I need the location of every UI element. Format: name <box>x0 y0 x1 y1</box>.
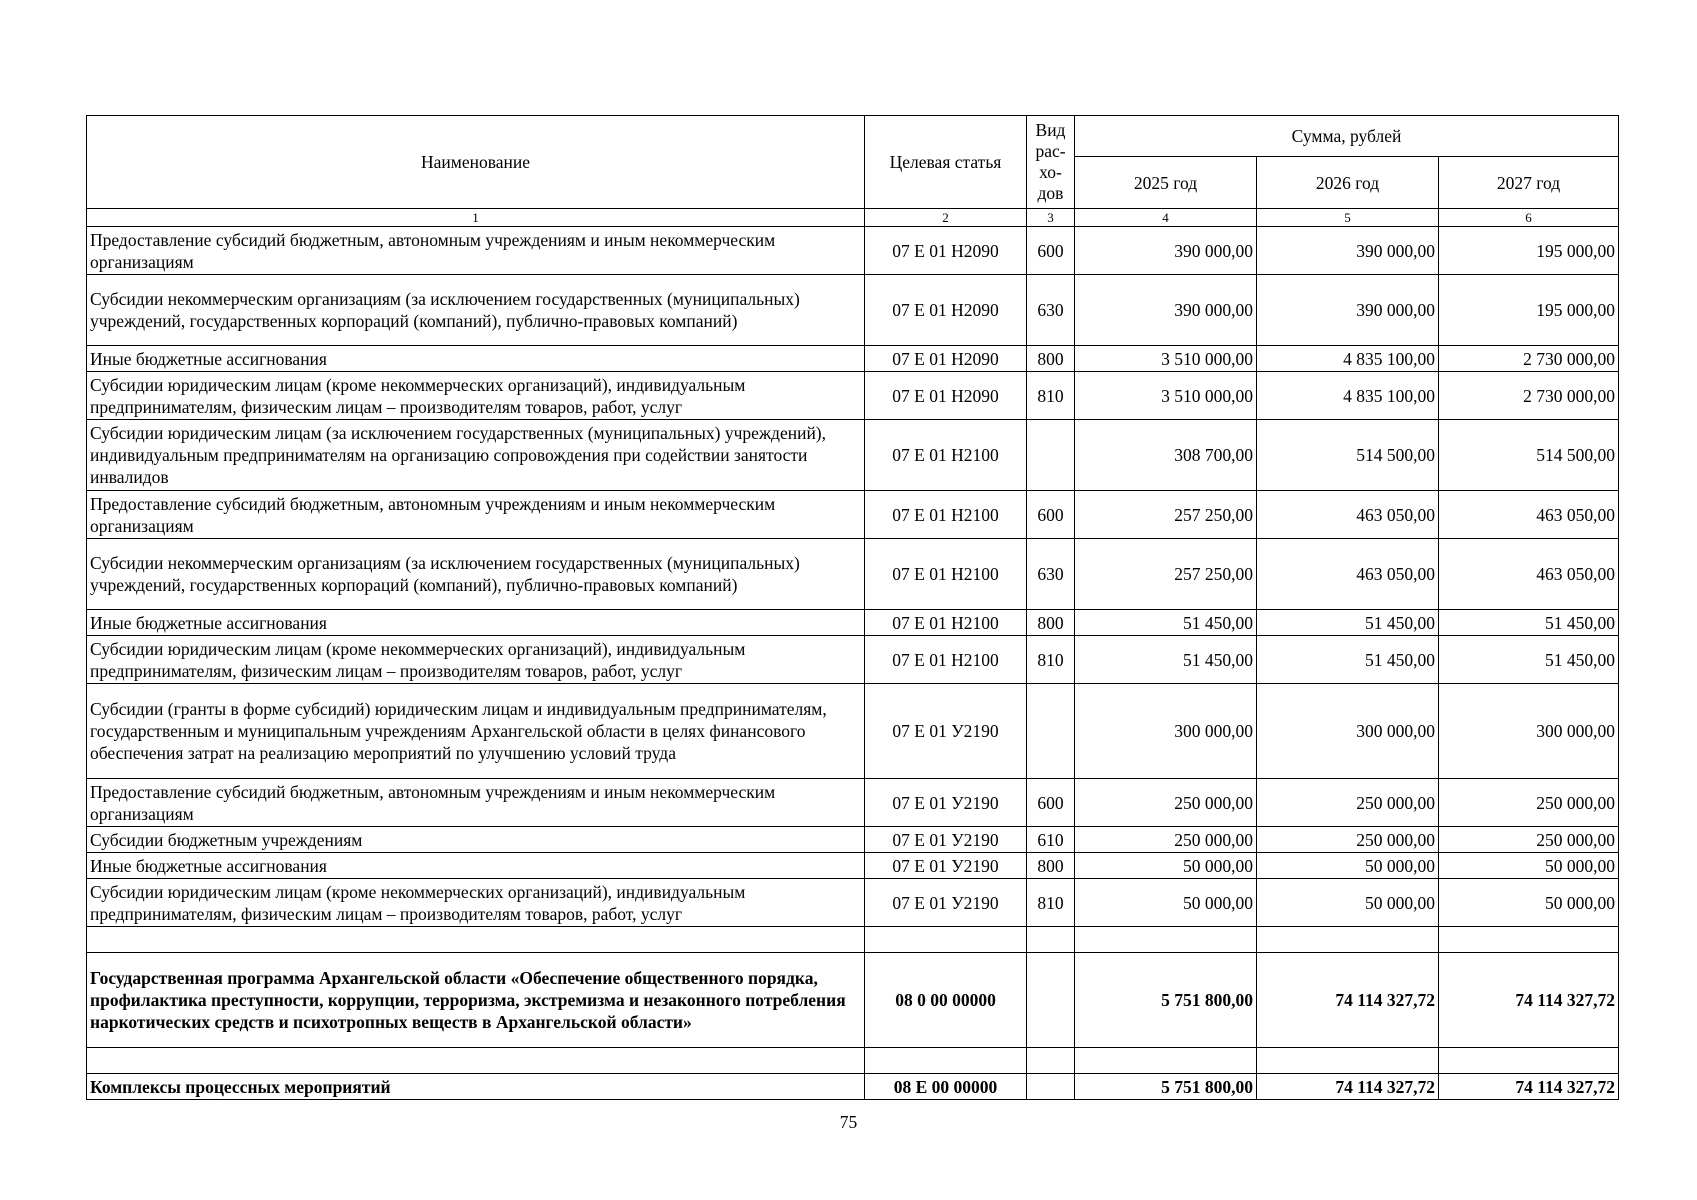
row-sum-2026: 4 835 100,00 <box>1257 372 1439 420</box>
row-sum-2025: 5 751 800,00 <box>1075 953 1257 1048</box>
row-name: Субсидии некоммерческим организациям (за исключением государственных (муниципальных) учреждений, государственных корпораций (компаний), публично-правовых компаний) <box>87 539 865 610</box>
row-target-article: 07 Е 01 У2190 <box>865 827 1027 853</box>
row-sum-2027: 195 000,00 <box>1439 227 1619 275</box>
row-sum-2026: 463 050,00 <box>1257 491 1439 539</box>
row-expense-type <box>1027 1074 1075 1100</box>
row-target-article <box>865 1048 1027 1074</box>
table-row <box>87 879 1619 927</box>
row-target-article: 07 Е 01 Н2100 <box>865 610 1027 636</box>
row-sum-2025: 250 000,00 <box>1075 827 1257 853</box>
row-expense-type: 800 <box>1027 853 1075 879</box>
row-sum-2026: 463 050,00 <box>1257 539 1439 610</box>
header-expense-type-line: рас- <box>1035 141 1066 161</box>
column-number: 3 <box>1027 209 1075 227</box>
row-name: Субсидии бюджетным учреждениям <box>87 827 865 853</box>
row-sum-2026: 390 000,00 <box>1257 275 1439 346</box>
row-sum-2027 <box>1439 927 1619 953</box>
table-row <box>87 491 1619 539</box>
header-sum: Сумма, рублей <box>1075 116 1619 157</box>
row-sum-2027: 2 730 000,00 <box>1439 372 1619 420</box>
row-sum-2025: 50 000,00 <box>1075 853 1257 879</box>
row-target-article: 07 Е 01 У2190 <box>865 684 1027 779</box>
table-row <box>87 636 1619 684</box>
row-sum-2025: 51 450,00 <box>1075 610 1257 636</box>
table-row <box>87 684 1619 779</box>
row-name: Предоставление субсидий бюджетным, автономным учреждениям и иным некоммерческим организациям <box>87 779 865 827</box>
row-target-article: 08 0 00 00000 <box>865 953 1027 1048</box>
row-sum-2025: 390 000,00 <box>1075 275 1257 346</box>
row-sum-2027: 74 114 327,72 <box>1439 953 1619 1048</box>
row-target-article: 07 Е 01 Н2100 <box>865 491 1027 539</box>
row-sum-2027: 50 000,00 <box>1439 879 1619 927</box>
row-sum-2027: 463 050,00 <box>1439 539 1619 610</box>
row-name: Комплексы процессных мероприятий <box>87 1074 865 1100</box>
row-sum-2026: 51 450,00 <box>1257 636 1439 684</box>
row-sum-2025: 390 000,00 <box>1075 227 1257 275</box>
table-row <box>87 779 1619 827</box>
row-name: Иные бюджетные ассигнования <box>87 610 865 636</box>
row-sum-2027 <box>1439 1048 1619 1074</box>
row-expense-type: 800 <box>1027 610 1075 636</box>
table-row <box>87 610 1619 636</box>
row-name: Субсидии юридическим лицам (кроме некоммерческих организаций), индивидуальным предпринимателям, физическим лицам – производителям товаров, работ, услуг <box>87 636 865 684</box>
row-target-article: 07 Е 01 Н2100 <box>865 636 1027 684</box>
row-sum-2027: 51 450,00 <box>1439 610 1619 636</box>
row-target-article: 07 Е 01 У2190 <box>865 779 1027 827</box>
header-expense-type <box>1027 116 1075 209</box>
row-sum-2026: 50 000,00 <box>1257 879 1439 927</box>
row-target-article: 07 Е 01 Н2090 <box>865 346 1027 372</box>
row-sum-2026: 514 500,00 <box>1257 420 1439 491</box>
row-sum-2027: 514 500,00 <box>1439 420 1619 491</box>
row-name <box>87 1048 865 1074</box>
row-target-article: 07 Е 01 Н2090 <box>865 372 1027 420</box>
row-sum-2026 <box>1257 1048 1439 1074</box>
row-target-article: 07 Е 01 У2190 <box>865 853 1027 879</box>
table-row <box>87 372 1619 420</box>
row-target-article: 07 Е 01 Н2100 <box>865 539 1027 610</box>
row-expense-type: 630 <box>1027 539 1075 610</box>
row-sum-2025: 51 450,00 <box>1075 636 1257 684</box>
header-expense-type-line: хо- <box>1039 162 1062 182</box>
row-sum-2026: 50 000,00 <box>1257 853 1439 879</box>
table-row <box>87 953 1619 1048</box>
row-name: Субсидии (гранты в форме субсидий) юридическим лицам и индивидуальным предпринимателям, государственным и муниципальным учреждениям Архангельской области в целях финансового обеспечения затрат на реализацию мероприятий по улучшению условий труда <box>87 684 865 779</box>
header-year-2027: 2027 год <box>1439 157 1619 209</box>
row-sum-2025: 5 751 800,00 <box>1075 1074 1257 1100</box>
row-sum-2027: 2 730 000,00 <box>1439 346 1619 372</box>
row-sum-2027: 250 000,00 <box>1439 827 1619 853</box>
row-expense-type <box>1027 420 1075 491</box>
row-expense-type: 810 <box>1027 879 1075 927</box>
header-year-2025: 2025 год <box>1075 157 1257 209</box>
row-sum-2025: 257 250,00 <box>1075 491 1257 539</box>
row-expense-type: 600 <box>1027 491 1075 539</box>
table-row <box>87 539 1619 610</box>
row-sum-2025 <box>1075 927 1257 953</box>
row-expense-type <box>1027 927 1075 953</box>
row-sum-2026: 250 000,00 <box>1257 827 1439 853</box>
row-sum-2026: 74 114 327,72 <box>1257 953 1439 1048</box>
row-expense-type: 610 <box>1027 827 1075 853</box>
empty-row <box>87 927 1619 953</box>
table-row <box>87 420 1619 491</box>
row-sum-2026: 300 000,00 <box>1257 684 1439 779</box>
row-target-article: 08 Е 00 00000 <box>865 1074 1027 1100</box>
row-sum-2025 <box>1075 1048 1257 1074</box>
row-name: Иные бюджетные ассигнования <box>87 853 865 879</box>
row-expense-type <box>1027 953 1075 1048</box>
column-number: 5 <box>1257 209 1439 227</box>
table-body <box>87 227 1619 1100</box>
row-name: Субсидии некоммерческим организациям (за исключением государственных (муниципальных) учреждений, государственных корпораций (компаний), публично-правовых компаний) <box>87 275 865 346</box>
header-target-article: Целевая статья <box>865 116 1027 209</box>
row-target-article: 07 Е 01 Н2090 <box>865 227 1027 275</box>
row-sum-2026 <box>1257 927 1439 953</box>
row-expense-type: 800 <box>1027 346 1075 372</box>
row-sum-2027: 74 114 327,72 <box>1439 1074 1619 1100</box>
table-row <box>87 1074 1619 1100</box>
row-sum-2027: 300 000,00 <box>1439 684 1619 779</box>
row-sum-2025: 50 000,00 <box>1075 879 1257 927</box>
row-sum-2026: 4 835 100,00 <box>1257 346 1439 372</box>
row-target-article <box>865 927 1027 953</box>
row-name: Предоставление субсидий бюджетным, автономным учреждениям и иным некоммерческим организациям <box>87 227 865 275</box>
row-expense-type: 810 <box>1027 372 1075 420</box>
row-sum-2027: 463 050,00 <box>1439 491 1619 539</box>
row-sum-2025: 300 000,00 <box>1075 684 1257 779</box>
table-row <box>87 227 1619 275</box>
row-sum-2027: 250 000,00 <box>1439 779 1619 827</box>
row-name: Предоставление субсидий бюджетным, автономным учреждениям и иным некоммерческим организациям <box>87 491 865 539</box>
row-sum-2026: 51 450,00 <box>1257 610 1439 636</box>
page-number: 75 <box>839 1112 858 1132</box>
row-expense-type: 600 <box>1027 779 1075 827</box>
row-target-article: 07 Е 01 Н2090 <box>865 275 1027 346</box>
row-sum-2027: 195 000,00 <box>1439 275 1619 346</box>
empty-row <box>87 1048 1619 1074</box>
table-row <box>87 853 1619 879</box>
header-name: Наименование <box>87 116 865 209</box>
row-name: Субсидии юридическим лицам (кроме некоммерческих организаций), индивидуальным предпринимателям, физическим лицам – производителям товаров, работ, услуг <box>87 372 865 420</box>
row-expense-type: 600 <box>1027 227 1075 275</box>
row-expense-type: 810 <box>1027 636 1075 684</box>
table-row <box>87 275 1619 346</box>
row-target-article: 07 Е 01 Н2100 <box>865 420 1027 491</box>
column-number: 6 <box>1439 209 1619 227</box>
header-expense-type-line: Вид <box>1035 120 1066 140</box>
column-number: 4 <box>1075 209 1257 227</box>
row-name: Государственная программа Архангельской области «Обеспечение общественного порядка, профилактика преступности, коррупции, терроризма, экстремизма и незаконного потребления наркотических средств и психотропных веществ в Архангельской области» <box>87 953 865 1048</box>
row-expense-type <box>1027 684 1075 779</box>
budget-table <box>86 115 1619 1100</box>
header-expense-type-line: дов <box>1037 183 1064 203</box>
row-expense-type <box>1027 1048 1075 1074</box>
row-expense-type: 630 <box>1027 275 1075 346</box>
row-sum-2025: 308 700,00 <box>1075 420 1257 491</box>
row-sum-2026: 390 000,00 <box>1257 227 1439 275</box>
table-row <box>87 346 1619 372</box>
row-name: Иные бюджетные ассигнования <box>87 346 865 372</box>
row-sum-2026: 74 114 327,72 <box>1257 1074 1439 1100</box>
row-sum-2027: 50 000,00 <box>1439 853 1619 879</box>
row-sum-2025: 250 000,00 <box>1075 779 1257 827</box>
column-number: 1 <box>87 209 865 227</box>
row-sum-2027: 51 450,00 <box>1439 636 1619 684</box>
row-name: Субсидии юридическим лицам (за исключением государственных (муниципальных) учреждений), индивидуальным предпринимателям на организацию сопровождения при содействии занятости инвалидов <box>87 420 865 491</box>
column-number: 2 <box>865 209 1027 227</box>
row-sum-2026: 250 000,00 <box>1257 779 1439 827</box>
header-year-2026: 2026 год <box>1257 157 1439 209</box>
row-target-article: 07 Е 01 У2190 <box>865 879 1027 927</box>
row-sum-2025: 257 250,00 <box>1075 539 1257 610</box>
row-name: Субсидии юридическим лицам (кроме некоммерческих организаций), индивидуальным предпринимателям, физическим лицам – производителям товаров, работ, услуг <box>87 879 865 927</box>
row-sum-2025: 3 510 000,00 <box>1075 372 1257 420</box>
row-sum-2025: 3 510 000,00 <box>1075 346 1257 372</box>
table-row <box>87 827 1619 853</box>
row-name <box>87 927 865 953</box>
